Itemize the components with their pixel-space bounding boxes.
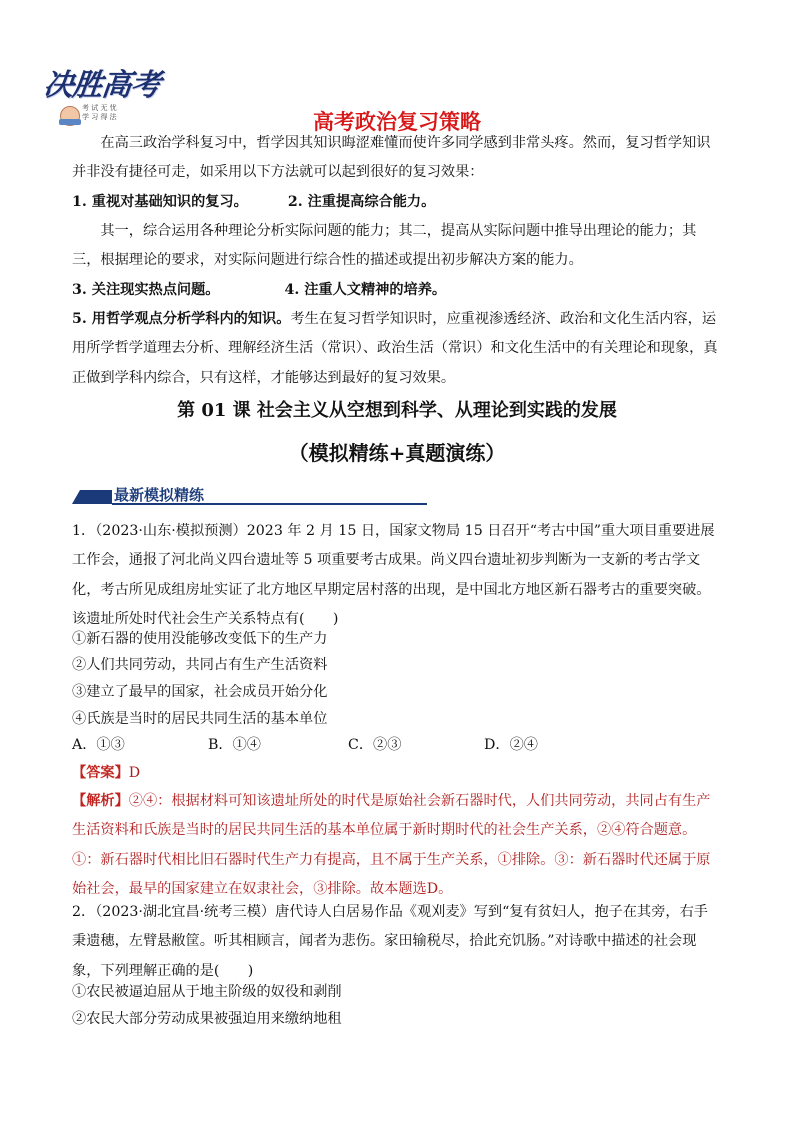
q1-choice-c[interactable]: C．②③ [348, 737, 402, 753]
method-4: 4. 注重人文精神的培养。 [284, 282, 447, 298]
q1-choice-d[interactable]: D．②④ [484, 737, 538, 753]
q2-option-2: ②农民大部分劳动成果被强迫用来缴纳地租 [72, 1011, 342, 1027]
answer-label: 【答案】 [72, 765, 129, 781]
logo-text: 决胜高考 [41, 68, 162, 103]
lesson-title: 第 01 课 社会主义从空想到科学、从理论到实践的发展 [177, 400, 617, 421]
answer-value: D [128, 765, 141, 781]
lesson-subtitle: （模拟精练+真题演练） [288, 441, 506, 465]
q1-option-1: ①新石器的使用没能够改变低下的生产力 [72, 631, 328, 647]
section-header [72, 484, 427, 510]
q2-option-1: ①农民被逼迫屈从于地主阶级的奴役和剥削 [72, 984, 342, 1000]
section-label: 最新模拟精练 [114, 486, 205, 504]
method-line-3-4 [72, 276, 722, 305]
q2-stem: 2．（2023·湖北宜昌·统考三模）唐代诗人白居易作品《观刈麦》写到“复有贫妇人，抱子在其旁，右手秉遗穗，左臂悬敝筐。听其相顾言，闻者为悲伤。家田输税尽，拾此充饥肠。”对诗歌中描述的社会现象，下列理解正确的是( ) [72, 904, 708, 979]
method-3: 3. 关注现实热点问题。 [72, 282, 220, 298]
q1-choice-a[interactable]: A．①③ [72, 737, 125, 753]
page-title: 高考政治复习策略 [313, 110, 481, 134]
intro-paragraph-1: 在高三政治学科复习中，哲学因其知识晦涩难懂而使许多同学感到非常头疼。然而，复习哲学知识并非没有捷径可走，如采用以下方法就可以起到很好的复习效果： [72, 135, 711, 181]
section-bar-icon [72, 490, 112, 504]
method-2: 2. 注重提高综合能力。 [287, 194, 436, 210]
q1-option-4: ④氏族是当时的居民共同生活的基本单位 [72, 711, 328, 727]
method-5-paragraph [72, 305, 722, 393]
method-line-1-2 [72, 188, 722, 217]
analysis-label: 【解析】 [72, 793, 129, 809]
q1-answer [72, 759, 722, 788]
q1-choice-b[interactable]: B．①④ [208, 737, 261, 753]
analysis-text: ②④：根据材料可知该遗址所处的时代是原始社会新石器时代，人们共同劳动，共同占有生产生活资料和氏族是当时的居民共同生活的基本单位属于新时期时代的社会生产关系，②④符合题意。①：新石器时代相比旧石器时代生产力有提高，且不属于生产关系，①排除。③：新石器时代还属于原始社会，最早的国家建立在奴隶社会，③排除。故本题选D。 [72, 793, 711, 898]
method-5: 5. 用哲学观点分析学科内的知识。 [72, 311, 291, 327]
intro-paragraph-3: 考生在复习哲学知识时，应重视渗透经济、政治和文化生活内容，运用所学哲学道理去分析、理解经济生活（常识）、政治生活（常识）和文化生活中的有关理论和现象，真正做到学科内综合，只有这样，才能够达到最好的复习效果。 [72, 311, 718, 386]
q1-stem: 1．（2023·山东·模拟预测）2023 年 2 月 15 日，国家文物局 15 日召开“考古中国”重大项目重要进展工作会，通报了河北尚义四台遗址等 5 项重要考古成果。尚义四台遗址初步判断为一支新的考古学文化，考古所见成组房址实证了北方地区早期定居村落的出现，是中国北方地区新石器考古的重要突破。该遗址所处时代社会生产关系特点有( ) [72, 523, 715, 628]
method-1: 1. 重视对基础知识的复习。 [72, 194, 248, 210]
q1-option-2: ②人们共同劳动，共同占有生产生活资料 [72, 657, 328, 673]
intro-paragraph-2: 其一，综合运用各种理论分析实际问题的能力；其二，提高从实际问题中推导出理论的能力；其三，根据理论的要求，对实际问题进行综合性的描述或提出初步解决方案的能力。 [72, 223, 697, 269]
logo-sub1: 考 试 无 忧 [82, 104, 117, 112]
q1-analysis [72, 787, 722, 905]
logo-sub2: 学 习 得 法 [82, 113, 117, 121]
q1-option-3: ③建立了最早的国家，社会成员开始分化 [72, 684, 328, 700]
